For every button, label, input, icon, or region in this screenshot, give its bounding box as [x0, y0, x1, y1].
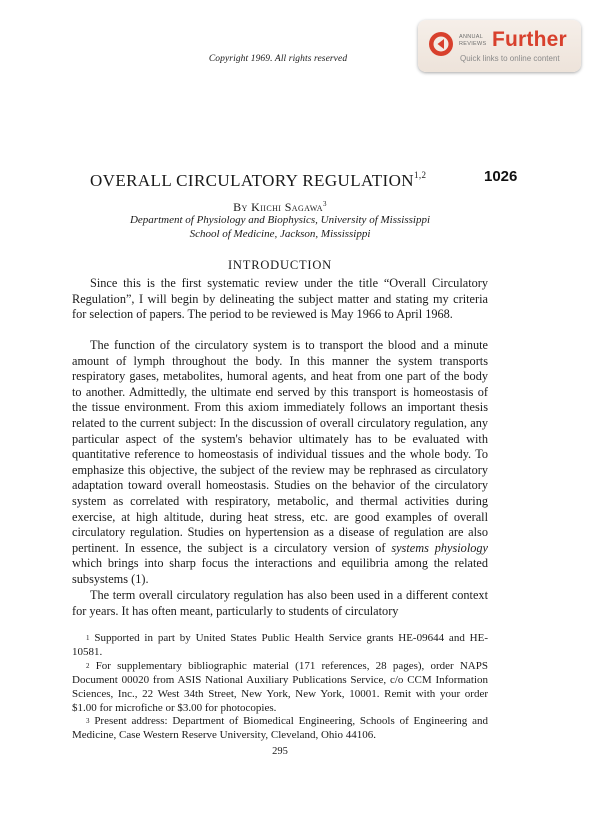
body-paragraph-2 [72, 338, 488, 588]
reviews-label: REVIEWS [459, 40, 487, 47]
annual-reviews-wordmark [459, 34, 489, 47]
footnote-2 [72, 659, 488, 715]
affiliation-line-2: School of Medicine, Jackson, Mississippi [189, 228, 371, 240]
annual-reviews-further-banner[interactable] [418, 20, 581, 72]
author-line [0, 200, 560, 215]
footnote-mark: 3 [86, 717, 90, 725]
paragraph-2-emphasis: systems physiology [391, 540, 489, 555]
paragraph-2-part-b: which brings into sharp focus the interactions and equilibria among the related subsystems (1). [72, 556, 488, 586]
article-title [90, 171, 530, 191]
copyright-notice: Copyright 1969. All rights reserved [208, 54, 348, 64]
paragraph-text [72, 338, 488, 588]
footnote-1 [72, 631, 488, 659]
paragraph-2-part-a: The function of the circulatory system is to transport the blood and a minute amount of lymph throughout the body. In this manner the system transports respiratory gases, metabolites, humoral agents, and heat from one part of the body to another. Admittedly, the ultimate end served by this transport is homeostasis of the tissue environment. From this axiom immediately follows an important thesis related to the current subject: In the discussion of overall circulatory regulation, any particular aspect of the system's behavior ultimately has to be evaluated with quantitative reference to homeostasis of individual tissues and the whole body. To emphasize this objective, the subject of the review may be rephrased as circulatory adaptation toward overall homeostasis. Studies on the behavior of the circulatory system as correlated with respiratory, metabolic, and thermal activities during exercise, at high altitude, during heat stress, etc. are good examples of overall circulatory regulation. Studies on hypertension as a disease of regulation are also pertinent. In essence, the subject is a circulatory version of [72, 338, 488, 555]
section-heading: INTRODUCTION [227, 258, 333, 272]
paragraph-text: Since this is the first systematic review under the title “Overall Circulatory Regulation”, I will begin by delineating the subject matter and stating my criteria for selection of papers. The period to be reviewed is May 1966 to April 1968. [72, 276, 488, 322]
annual-reviews-logo-icon [428, 31, 454, 57]
footnote-text: Supported in part by United States Public Health Service grants HE-09644 and HE-10581. [72, 632, 488, 658]
further-label: Further [492, 28, 567, 51]
title-text: OVERALL CIRCULATORY REGULATION [90, 171, 414, 190]
paragraph-text: The term overall circulatory regulation has also been used in a different context for years. It has often meant, particularly to students of circulatory [72, 588, 488, 618]
footnote-mark: 2 [86, 662, 90, 670]
author-prefix: By [233, 200, 248, 214]
affiliation-line-1: Department of Physiology and Biophysics, University of Mississippi [129, 214, 431, 226]
footnote-text: Present address: Department of Biomedical Engineering, Schools of Engineering and Medicine, Case Western Reserve University, Cleveland, Ohio 44106. [72, 715, 488, 741]
quick-links-label: Quick links to online content [460, 54, 560, 63]
body-paragraph-3 [72, 588, 488, 619]
article-page-number: 1026 [484, 168, 518, 185]
page-folio: 295 [272, 746, 288, 757]
annual-label: ANNUAL [459, 34, 484, 40]
footnote-mark: 1 [86, 634, 90, 642]
footnote-3 [72, 714, 488, 742]
body-paragraph-1 [72, 276, 488, 323]
title-footnote-marks: 1,2 [413, 170, 427, 180]
author-footnote-mark: 3 [322, 200, 327, 208]
footnote-text: For supplementary bibliographic material (171 references, 28 pages), order NAPS Document 00020 from ASIS National Auxiliary Publications Service, c/o CCM Information Sciences, Inc., 22 West 34th Street, New York, New York, 10001. Remit with your order $1.00 for microfiche or $3.00 for photocopies. [72, 660, 488, 714]
author-name: Kiichi Sagawa [251, 200, 323, 214]
